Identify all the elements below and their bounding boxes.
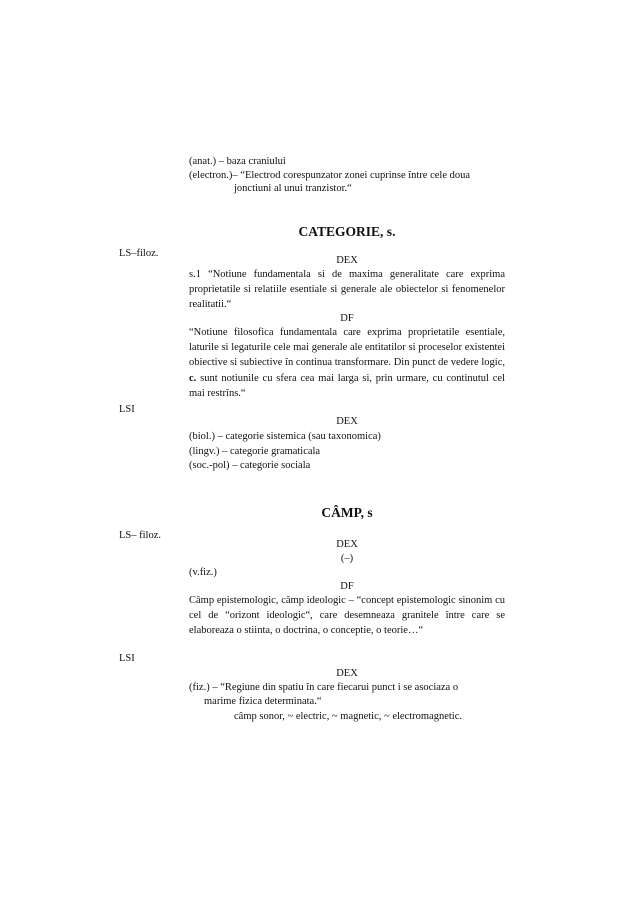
- label-lsi: LSI: [119, 404, 135, 415]
- definition-fiz-continuation: marime fizica determinata.“: [204, 696, 322, 707]
- entry-electron-continuation: jonctiuni al unui tranzistor.“: [234, 183, 352, 194]
- heading-camp: CÂMP, s: [321, 505, 373, 520]
- definition-df-abbrev: c.: [189, 372, 197, 384]
- label-ls-filoz: LS–filoz.: [119, 248, 159, 259]
- entry-anat: (anat.) – baza craniului: [189, 156, 286, 167]
- definition-fiz: (fiz.) – “Regiune din spatiu în care fiecarui punct i se asociaza o: [189, 682, 459, 693]
- source-df: DF: [340, 313, 354, 324]
- collocations: câmp sonor, ~ electric, ~ magnetic, ~ electromagnetic.: [234, 711, 462, 722]
- list-item: (biol.) – categorie sistemica (sau taxonomica): [189, 431, 381, 442]
- dex-value: (–): [340, 553, 354, 564]
- label-ls-filoz: LS– filoz.: [119, 530, 161, 541]
- definition-df: [189, 325, 505, 401]
- source-dex-lsi: DEX: [336, 416, 358, 427]
- domain-vfiz: (v.fiz.): [189, 567, 217, 578]
- definition-df-text-a: “Notiune filosofica fundamentala care exprima proprietatile esentiale, laturile si legaturile cele mai generale ale entitatilor si proceselor existentei obiective si subiective în continua transformare. Din punct de vedere logic,: [189, 327, 505, 369]
- list-item: (lingv.) – categorie gramaticala: [189, 446, 321, 457]
- source-dex: DEX: [336, 255, 358, 266]
- list-item: (soc.-pol) – categorie sociala: [189, 460, 311, 471]
- source-dex-lsi: DEX: [336, 668, 358, 679]
- heading-categorie: CATEGORIE, s.: [298, 224, 396, 239]
- label-lsi: LSI: [119, 653, 135, 664]
- definition-dex: s.1 “Notiune fundamentala si de maxima generalitate care exprima proprietatile si relatiile esentiale si generale ale obiectelor si fenomenelor realitatii.“: [189, 269, 505, 311]
- entry-electron: (electron.)– “Electrod corespunzator zonei cuprinse între cele doua: [189, 170, 471, 181]
- definition-df-text-b: sunt notiunile cu sfera cea mai larga si, prin urmare, cu continutul cel mai restrîns.“: [189, 372, 506, 399]
- source-dex: DEX: [336, 539, 358, 550]
- definition-df: Câmp epistemologic, câmp ideologic – “concept epistemologic sinonim cu cel de “orizont ideologic“, care desemneaza granitele între care se elaboreaza o stiinta, o doctrina, o conceptie, o teorie…“: [189, 595, 505, 637]
- source-df: DF: [340, 581, 354, 592]
